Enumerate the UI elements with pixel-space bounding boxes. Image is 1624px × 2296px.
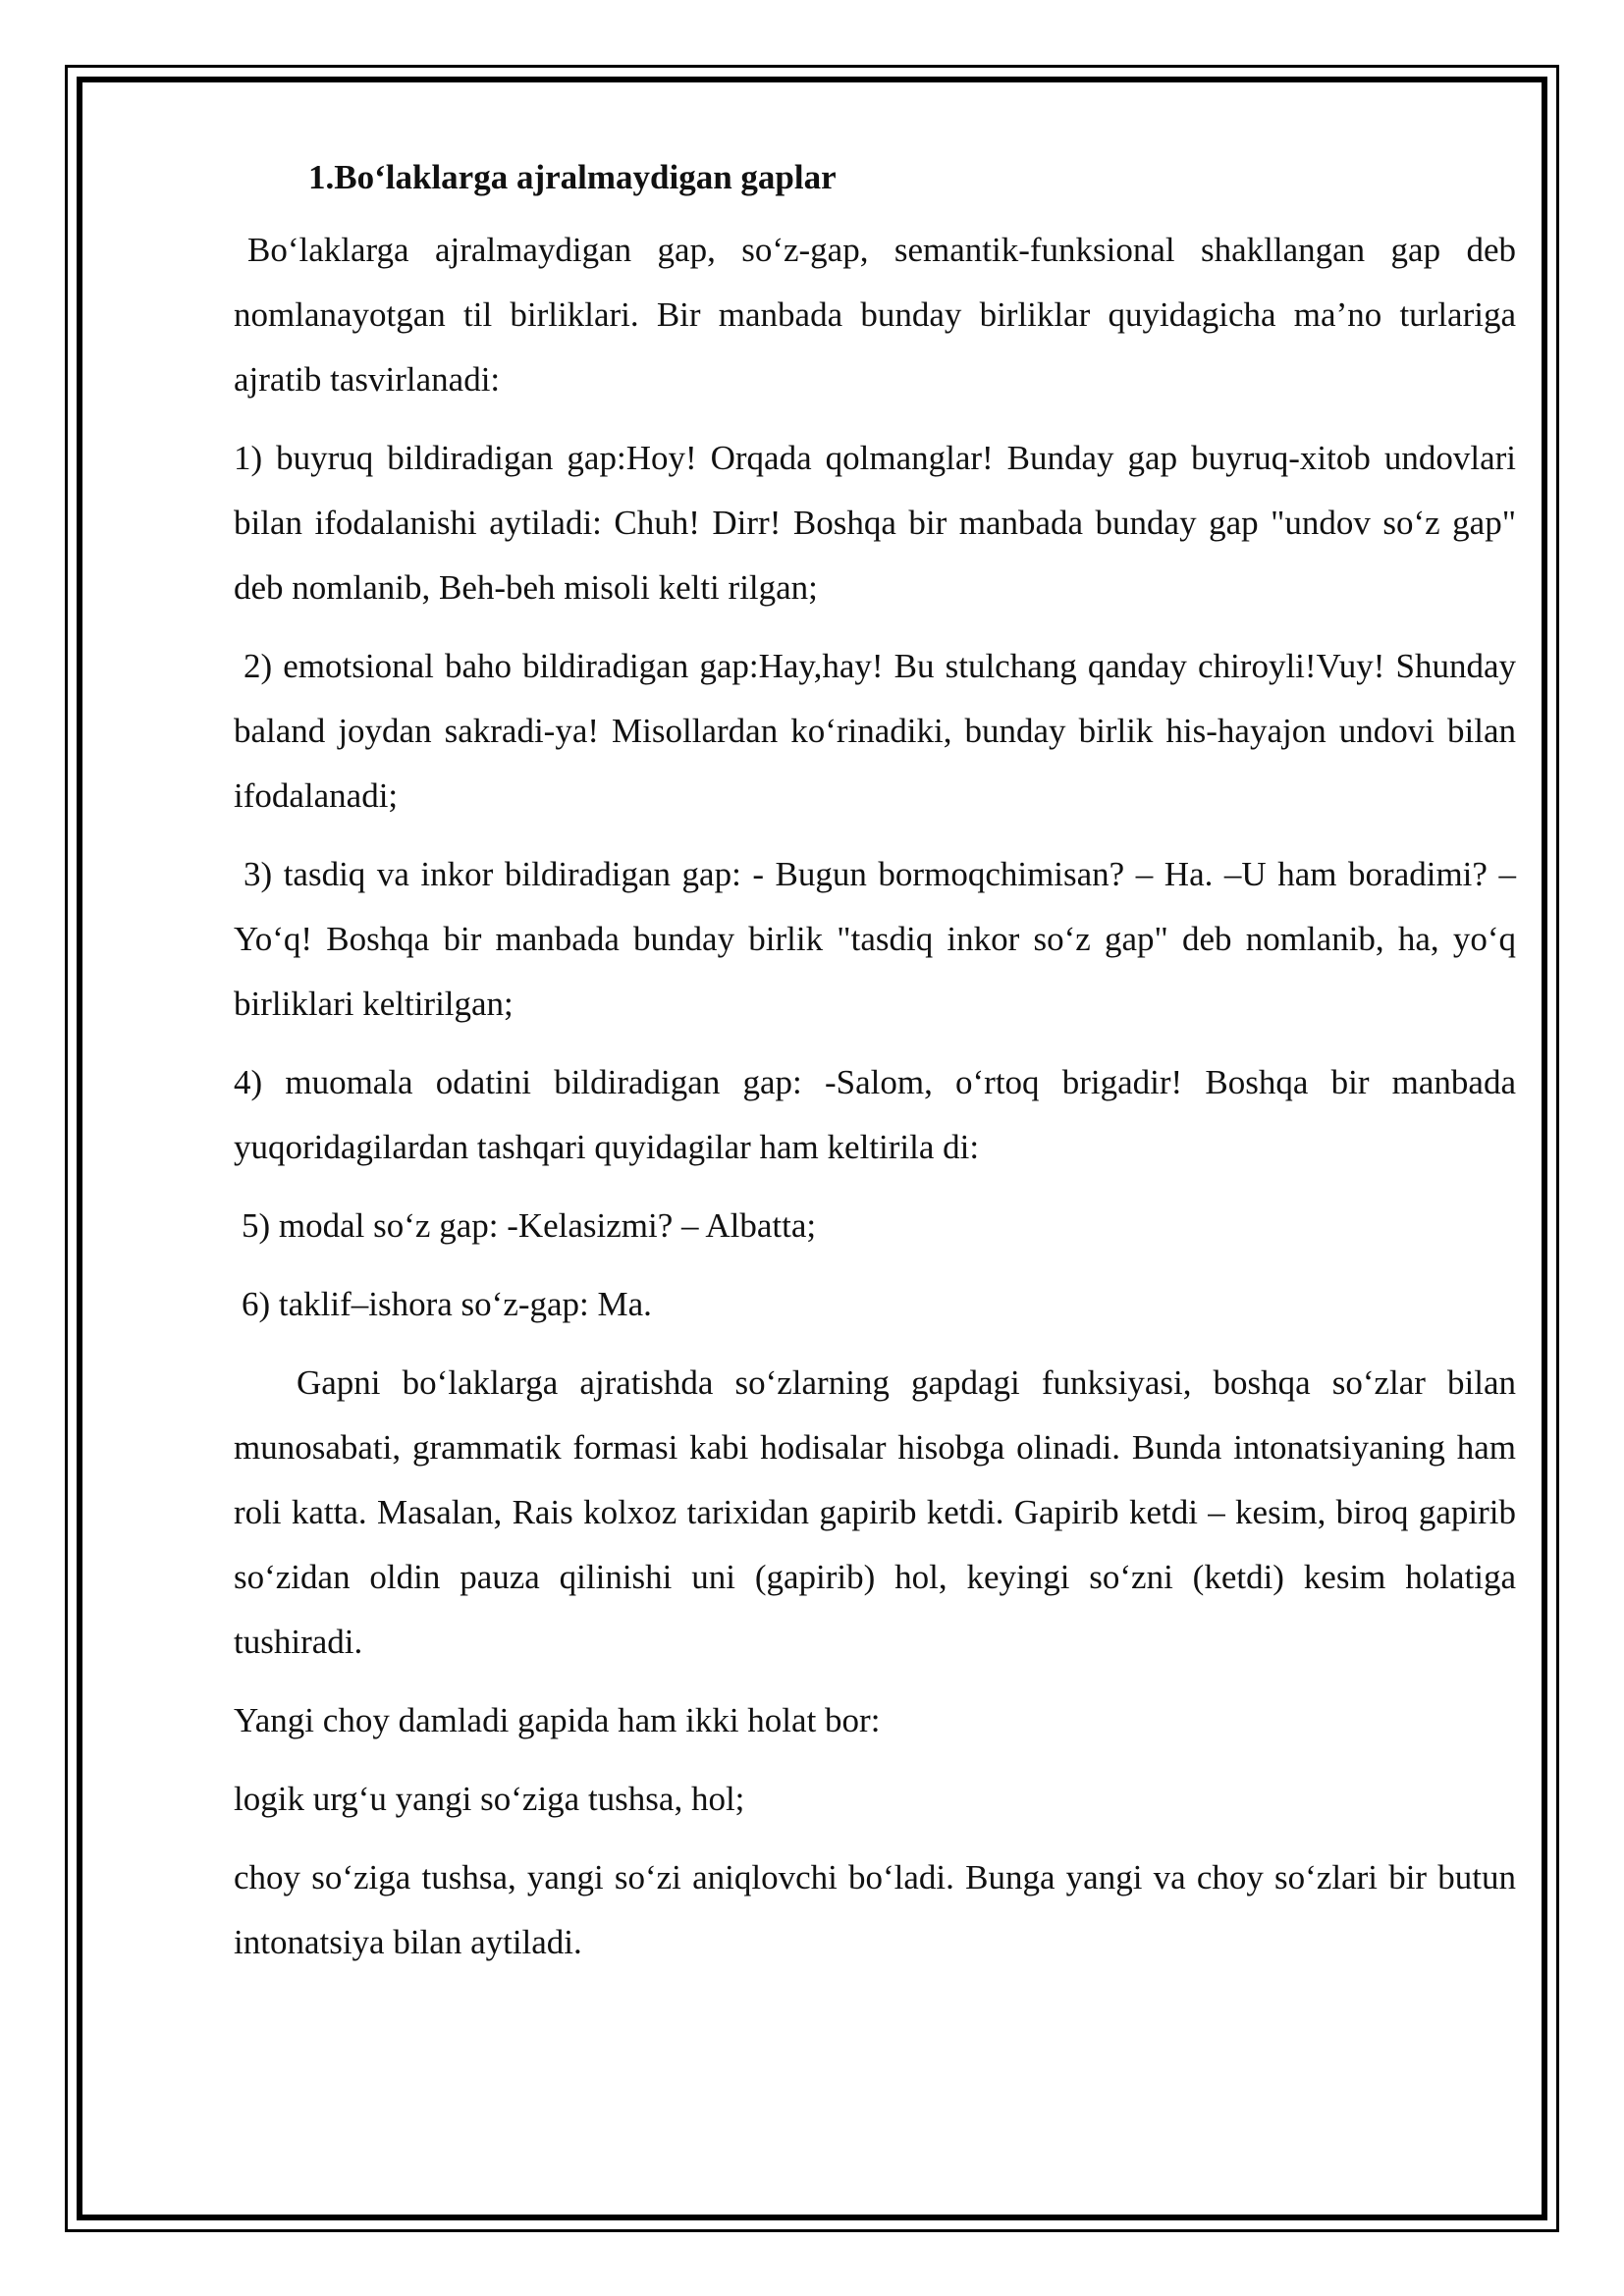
paragraph-explanation: Gapni bo‘laklarga ajratishda so‘zlarning gapdagi funksiyasi, boshqa so‘zlar bilan munosabati, grammatik formasi kabi hodisalar hisobga olinadi. Bunda intonatsiyaning ham roli katta. Masalan, Rais kolxoz tarixidan gapirib ketdi. Gapirib ketdi – kesim, biroq gapirib so‘zidan oldin pauza qilinishi uni (gapirib) hol, keyingi so‘zni (ketdi) kesim holatiga tushiradi. — [234, 1363, 1516, 1661]
paragraph-item-4: 4) muomala odatini bildiradigan gap: -Salom, o‘rtoq brigadir! Boshqa bir manbada yuqoridagilardan tashqari quyidagilar ham keltirila di: — [234, 1063, 1516, 1166]
paragraph-case-1: logik urg‘u yangi so‘ziga tushsa, hol; — [234, 1780, 745, 1818]
paragraph-item-5: 5) modal so‘z gap: -Kelasizmi? – Albatta; — [242, 1206, 817, 1245]
paragraph-item-2: 2) emotsional baho bildiradigan gap:Hay,hay! Bu stulchang qanday chiroyli!Vuy! Shunday baland joydan sakradi-ya! Misollardan ko‘rinadiki, bunday birlik his-hayajon undovi bilan ifodalanadi; — [234, 647, 1516, 815]
document-body — [234, 151, 1516, 1989]
paragraph-item-3: 3) tasdiq va inkor bildiradigan gap: - Bugun bormoqchimisan? – Ha. –U ham boradimi? – Yo‘q! Boshqa bir manbada bunday birlik "tasdiq inkor so‘z gap" deb nomlanib, ha, yo‘q birliklari keltirilgan; — [234, 855, 1516, 1023]
paragraph-item-1: 1) buyruq bildiradigan gap:Hoy! Orqada qolmanglar! Bunday gap buyruq-xitob undovlari bilan ifodalanishi aytiladi: Chuh! Dirr! Boshqa bir manbada bunday gap "undov so‘z gap" deb nomlanib, Beh-beh misoli kelti rilgan; — [234, 439, 1516, 607]
paragraph-intro: Bo‘laklarga ajralmaydigan gap, so‘z-gap, semantik-funksional shakllangan gap deb nomlanayotgan til birliklari. Bir manbada bunday birliklar quyidagicha ma’no turlariga ajratib tasvirlanadi: — [234, 231, 1516, 399]
section-heading: 1.Bo‘laklarga ajralmaydigan gaplar — [308, 158, 837, 196]
paragraph-example: Yangi choy damladi gapida ham ikki holat bor: — [234, 1701, 881, 1739]
paragraph-case-2: choy so‘ziga tushsa, yangi so‘zi aniqlovchi bo‘ladi. Bunga yangi va choy so‘zlari bir butun intonatsiya bilan aytiladi. — [234, 1858, 1516, 1961]
paragraph-item-6: 6) taklif–ishora so‘z-gap: Ma. — [242, 1285, 652, 1323]
